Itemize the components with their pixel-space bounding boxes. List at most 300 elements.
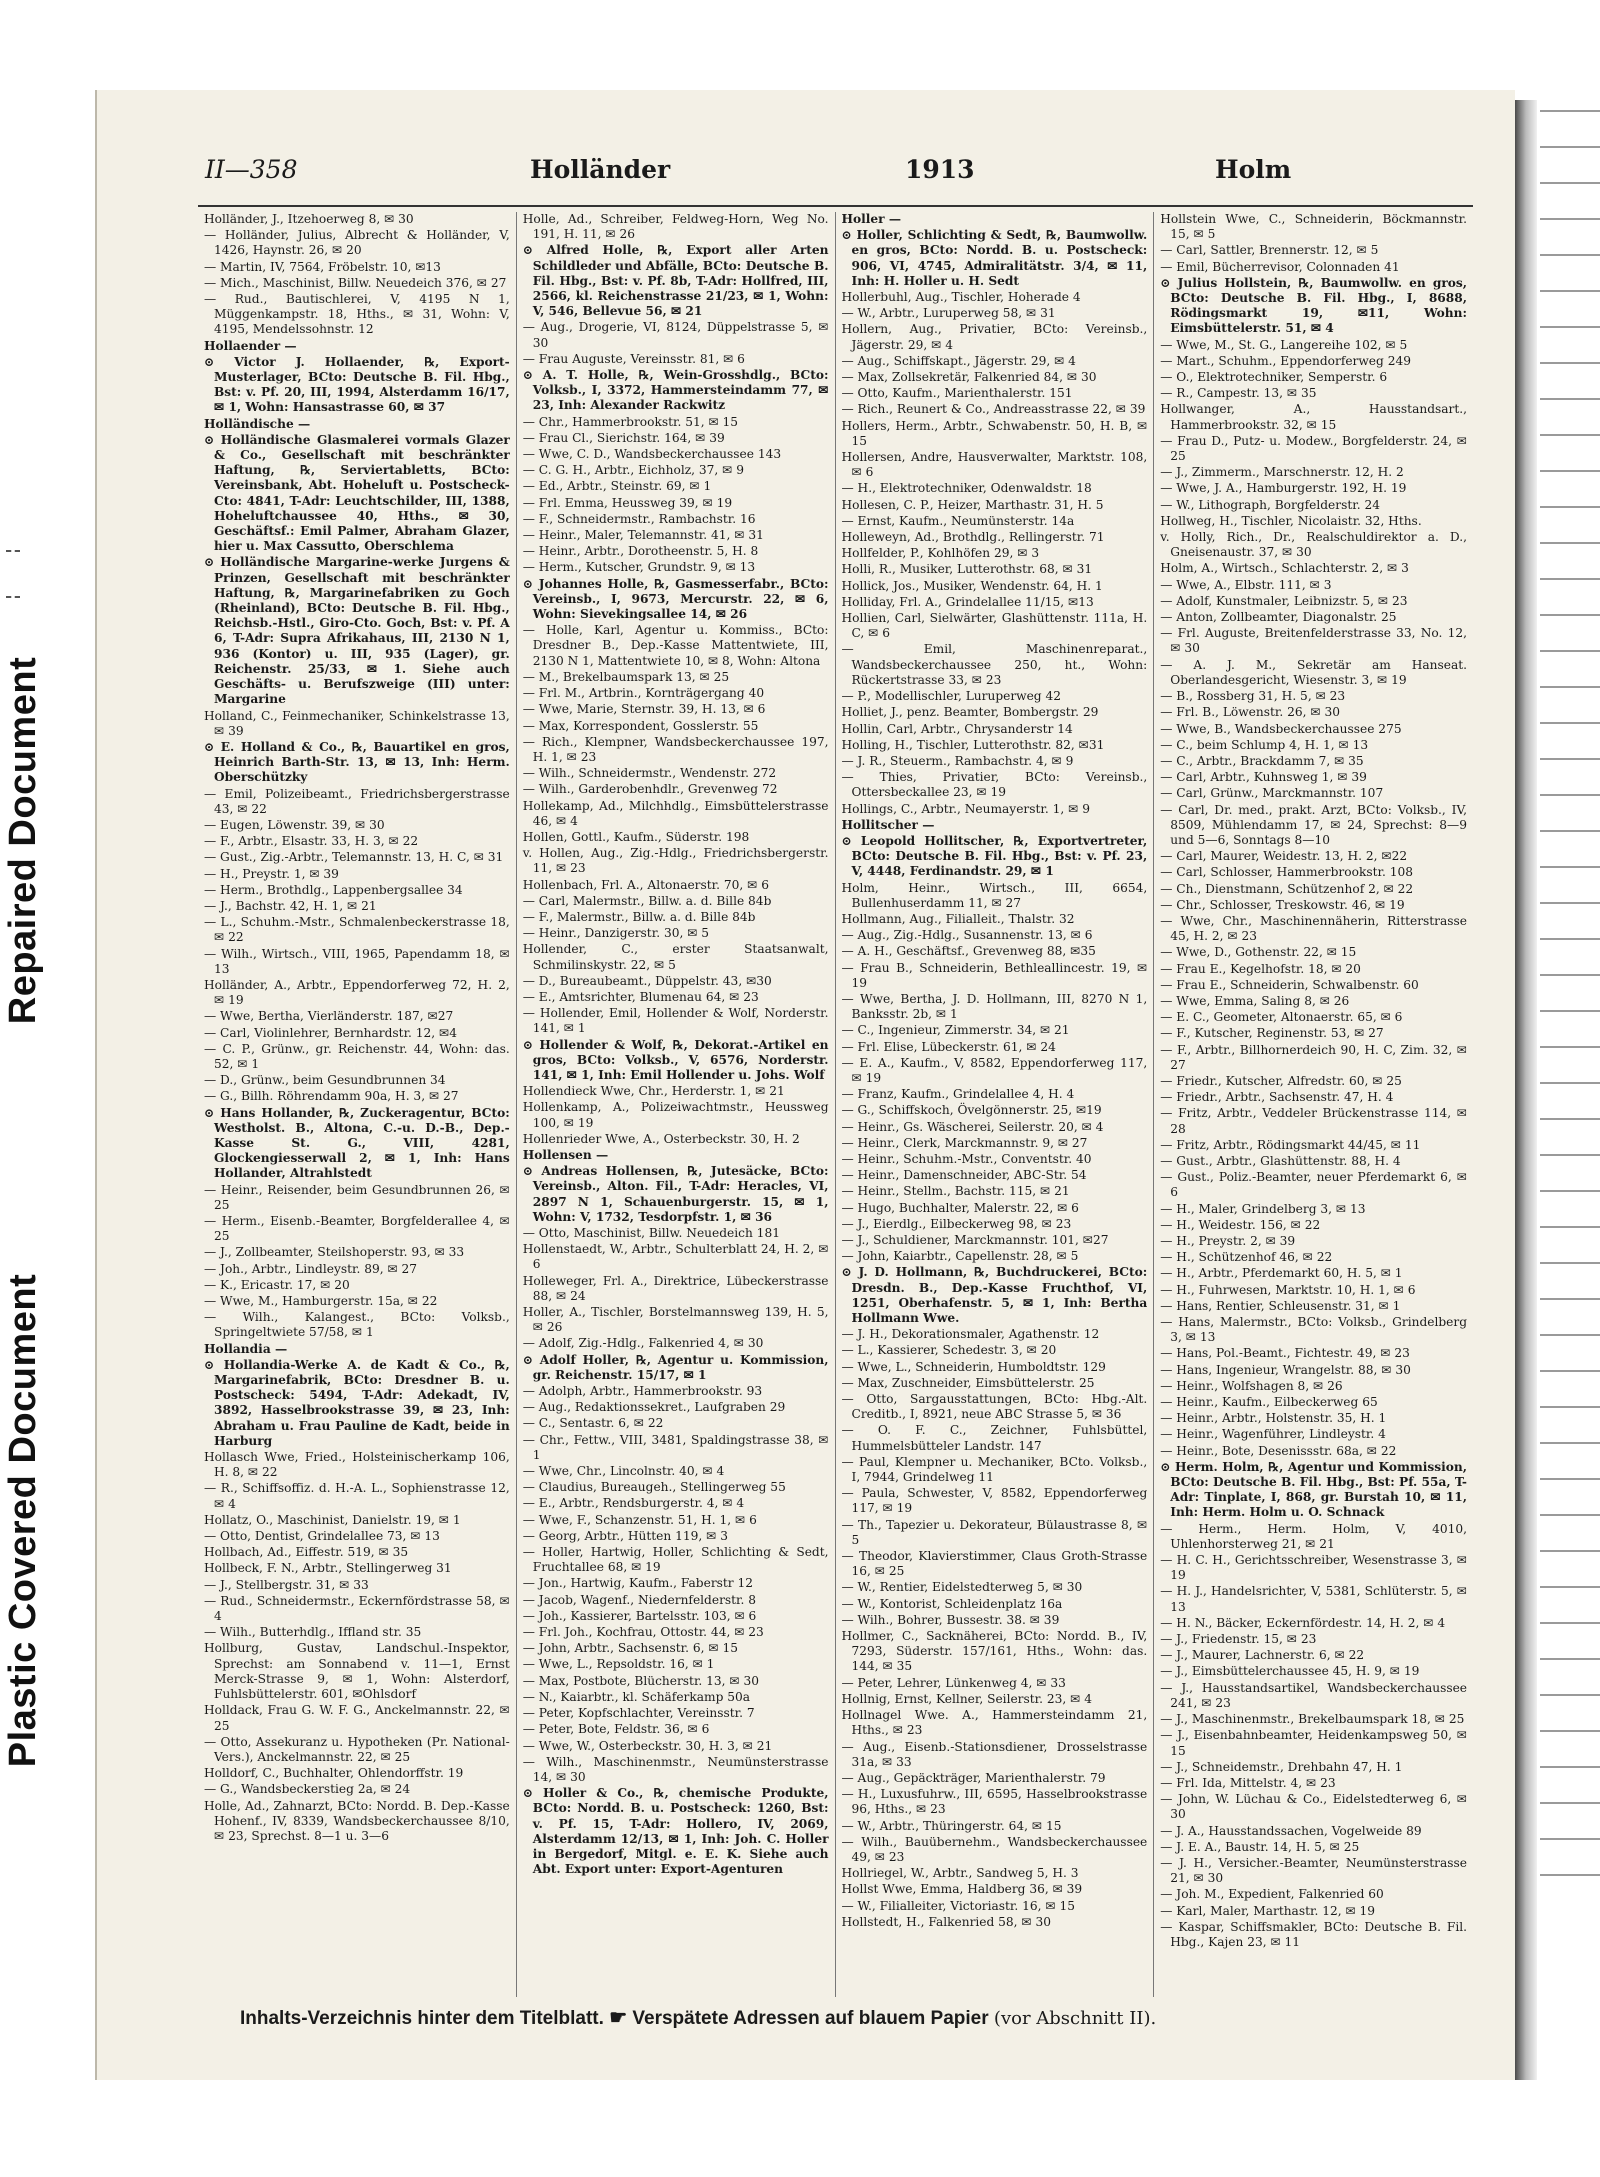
- directory-entry: Hollenbach, Frl. A., Altonaerstr. 70, ✉ 6: [522, 877, 769, 892]
- plastic-covered-label: [0, 1250, 48, 1790]
- directory-entry: — Heinr., Reisender, beim Gesundbrunnen 26, ✉ 25: [204, 1182, 510, 1212]
- footer-section-note: (vor Abschnitt II).: [993, 2008, 1157, 2029]
- directory-entry: Hollst Wwe, Emma, Haldberg 36, ✉ 39: [841, 1882, 1083, 1897]
- directory-entry: — J., Stellbergstr. 31, ✉ 33: [204, 1577, 369, 1592]
- directory-entry: Hollaender —: [204, 338, 297, 353]
- directory-column-1: [198, 212, 517, 1997]
- directory-entry: — Holle, Karl, Agentur u. Kommiss., BCto: Dresdner B., Dep.-Kasse Mattentwiete, III, 2130 N 1, Mattentwiete 10, ✉ 8, Wohn: Altona: [522, 623, 829, 668]
- directory-entry: Hollesen, C. P., Heizer, Marthastr. 31, H. 5: [841, 497, 1104, 512]
- directory-entry: — Frau E., Schneiderin, Schwalbenstr. 60: [1160, 977, 1419, 992]
- directory-entry: — Wwe, Marie, Sternstr. 39, H. 13, ✉ 6: [522, 702, 766, 717]
- directory-entry: — D., Bureaubeamt., Düppelstr. 43, ✉30: [522, 973, 772, 988]
- directory-entry: — Joh. M., Expedient, Falkenried 60: [1160, 1887, 1384, 1902]
- directory-entry: Hollin, Carl, Arbtr., Chrysanderstr 14: [841, 721, 1073, 736]
- directory-entry: — A. H., Geschäftsf., Grevenweg 88, ✉35: [841, 944, 1096, 959]
- directory-entry: — Frl. Ida, Mittelstr. 4, ✉ 23: [1160, 1775, 1336, 1790]
- directory-entry: — W., Kontorist, Schleidenplatz 16a: [841, 1596, 1063, 1611]
- directory-entry: — C. P., Grünw., gr. Reichenstr. 44, Wohn: das. 52, ✉ 1: [204, 1041, 510, 1071]
- directory-entry: — C., Ingenieur, Zimmerstr. 34, ✉ 21: [841, 1023, 1070, 1038]
- directory-entry: — J. R., Steuerm., Rambachstr. 4, ✉ 9: [841, 753, 1074, 768]
- directory-entry: — Carl, Schlosser, Hammerbrookstr. 108: [1160, 865, 1413, 880]
- directory-entry: Holm, Heinr., Wirtsch., III, 6654, Bullenhuserdamm 11, ✉ 27: [841, 880, 1148, 910]
- directory-entry: ⊙ Andreas Hollensen, ℞, Jutesäcke, BCto: Vereinsb., Alton. Fil., T-Adr: Heracles, VI, 2897 N 1, Schauenburgerstr. 15, ✉ 1, Wohn: V, 1732, Tesdorpfstr. 1, ✉ 36: [522, 1164, 829, 1224]
- directory-column-3: [836, 212, 1155, 1997]
- directory-entry: — L., Kassierer, Schedestr. 3, ✉ 20: [841, 1343, 1057, 1358]
- directory-entry: Holleweyn, Ad., Brothdlg., Rellingerstr. 71: [841, 530, 1105, 545]
- directory-entry: — Max, Zuschneider, Eimsbüttelerstr. 25: [841, 1375, 1095, 1390]
- directory-entry: — Frau Cl., Sierichstr. 164, ✉ 39: [522, 430, 725, 445]
- directory-entry: Holm, A., Wirtsch., Schlachterstr. 2, ✉ 3: [1160, 561, 1409, 576]
- directory-entry: — O., Elektrotechniker, Semperstr. 6: [1160, 370, 1388, 385]
- directory-entry: — Heinr., Clerk, Marckmannstr. 9, ✉ 27: [841, 1135, 1088, 1150]
- directory-entry: — J., Bachstr. 42, H. 1, ✉ 21: [204, 898, 377, 913]
- next-page-edge: [1540, 110, 1600, 2060]
- directory-entry: ⊙ Hans Hollander, ℞, Zuckeragentur, BCto: Westholst. B., Altona, C.-u. D.-B., Dep.-Kasse St. G., VIII, 4281, Glockengiesserwall 2, ✉ 1, Inh: Hans Hollander, Altrahlstedt: [204, 1105, 510, 1181]
- directory-entry: — Otto, Kaufm., Marienthalerstr. 151: [841, 386, 1073, 401]
- directory-entry: Hollriegel, W., Arbtr., Sandweg 5, H. 3: [841, 1866, 1079, 1881]
- directory-entry: — Heinr., Arbtr., Holstenstr. 35, H. 1: [1160, 1411, 1387, 1426]
- directory-entry: Hollbach, Ad., Eiffestr. 519, ✉ 35: [204, 1545, 409, 1560]
- directory-entry: Hollenkamp, A., Polizeiwachtmstr., Heussweg 100, ✉ 19: [522, 1100, 829, 1130]
- directory-entry: ⊙ E. Holland & Co., ℞, Bauartikel en gros, Heinrich Barth-Str. 13, ✉ 13, Inh: Herm. Oberschützky: [204, 739, 510, 785]
- directory-entry: — Herm., Brothdlg., Lappenbergsallee 34: [204, 882, 463, 897]
- directory-entry: — Holländer, Julius, Albrecht & Holländer, V, 1426, Haynstr. 26, ✉ 20: [204, 228, 510, 258]
- directory-entry: — Frl. Joh., Kochfrau, Ottostr. 44, ✉ 23: [522, 1625, 764, 1640]
- directory-entry: Holländische —: [204, 416, 311, 431]
- directory-entry: — Anton, Zollbeamter, Diagonalstr. 25: [1160, 610, 1397, 625]
- directory-entry: — Rud., Bautischlerei, V, 4195 N 1, Müggenkampstr. 18, Hths., ✉ 31, Wohn: V, 4195, Mendelssohnstr. 12: [204, 292, 510, 337]
- directory-entry: — J., Maurer, Lachnerstr. 6, ✉ 22: [1160, 1648, 1365, 1663]
- directory-entry: — Fritz, Arbtr., Veddeler Brückenstrasse 114, ✉ 28: [1160, 1106, 1467, 1136]
- directory-entry: — F., Schneidermstr., Rambachstr. 16: [522, 511, 756, 526]
- directory-entry: — John, Arbtr., Sachsenstr. 6, ✉ 15: [522, 1641, 739, 1656]
- directory-entry: — Jon., Hartwig, Kaufm., Faberstr 12: [522, 1576, 754, 1591]
- directory-entry: Hollburg, Gustav, Landschul.-Inspektor, Sprechst: am Sonnabend v. 11—1, Ernst Merck-Strasse 9, ✉ 1, Wohn: Alsterdorf, Fuhlsbüttelerstr. 601, ✉Ohlsdorf: [204, 1641, 510, 1702]
- directory-entry: — Aug., Schiffskapt., Jägerstr. 29, ✉ 4: [841, 353, 1076, 368]
- directory-entry: — Wwe, D., Gothenstr. 22, ✉ 15: [1160, 945, 1357, 960]
- directory-entry: Hollwanger, A., Hausstandsart., Hammerbrookstr. 32, ✉ 15: [1160, 402, 1467, 432]
- directory-entry: — W., Arbtr., Luruperweg 58, ✉ 31: [841, 306, 1056, 321]
- directory-entry: — W., Rentier, Eidelstedterweg 5, ✉ 30: [841, 1580, 1083, 1595]
- directory-entry: — Max, Zollsekretär, Falkenried 84, ✉ 30: [841, 370, 1097, 385]
- directory-entry: — Wwe, J. A., Hamburgerstr. 192, H. 19: [1160, 481, 1407, 496]
- directory-entry: ⊙ Herm. Holm, ℞, Agentur und Kommission, BCto: Deutsche B. Fil. Hbg., Bst: Pf. 55a, T-Adr: Tinplate, I, 868, gr. Burstah 10, ✉ 11, Inh: Herm. Holm u. O. Schnack: [1160, 1459, 1467, 1520]
- directory-entry: Hollasch Wwe, Fried., Holsteinischerkamp 106, H. 8, ✉ 22: [204, 1450, 510, 1480]
- directory-entry: — E. C., Geometer, Altonaerstr. 65, ✉ 6: [1160, 1010, 1403, 1025]
- directory-entry: Hollatz, O., Maschinist, Danielstr. 19, ✉ 1: [204, 1512, 461, 1527]
- directory-entry: Hollensen —: [522, 1147, 609, 1162]
- directory-entry: — F., Kutscher, Reginenstr. 53, ✉ 27: [1160, 1026, 1384, 1041]
- directory-entry: — Theodor, Klavierstimmer, Claus Groth-Strasse 16, ✉ 25: [841, 1549, 1148, 1579]
- directory-entry: — Friedr., Kutscher, Alfredstr. 60, ✉ 25: [1160, 1073, 1402, 1088]
- directory-entry: — Hans, Rentier, Schleusenstr. 31, ✉ 1: [1160, 1298, 1401, 1313]
- directory-entry: Hollien, Carl, Sielwärter, Glashüttenstr. 111a, H. C, ✉ 6: [841, 611, 1148, 641]
- margin-tick: [6, 596, 20, 598]
- directory-entry: — Joh., Kassierer, Bartelsstr. 103, ✉ 6: [522, 1608, 757, 1623]
- directory-entry: — F., Arbtr., Billhornerdeich 90, H. C, Zim. 32, ✉ 27: [1160, 1042, 1467, 1072]
- directory-entry: — Thies, Privatier, BCto: Vereinsb., Ottersbeckallee 23, ✉ 19: [841, 770, 1148, 800]
- directory-entry: — D., Grünw., beim Gesundbrunnen 34: [204, 1073, 446, 1088]
- directory-entry: Hollersen, Andre, Hausverwalter, Marktstr. 108, ✉ 6: [841, 450, 1148, 480]
- directory-entry: — Aug., Redaktionssekret., Laufgraben 29: [522, 1400, 786, 1415]
- directory-entry: — Heinr., Maler, Telemannstr. 41, ✉ 31: [522, 528, 764, 543]
- directory-entry: — Wilh., Bauübernehm., Wandsbeckerchaussee 49, ✉ 23: [841, 1834, 1148, 1864]
- directory-entry: Holle, Ad., Schreiber, Feldweg-Horn, Weg No. 191, H. 11, ✉ 26: [522, 212, 829, 242]
- directory-entry: — John, W. Lüchau & Co., Eidelstedterweg 6, ✉ 30: [1160, 1792, 1467, 1822]
- directory-entry: ⊙ Johannes Holle, ℞, Gasmesserfabr., BCto: Vereinsb., I, 9673, Mercurstr. 22, ✉ 6, Wohn: Sievekingsallee 14, ✉ 26: [522, 576, 829, 622]
- directory-entry: Holland, C., Feinmechaniker, Schinkelstrasse 13, ✉ 39: [204, 708, 510, 738]
- directory-entry: Holli, R., Musiker, Lutterothstr. 68, ✉ 31: [841, 562, 1093, 577]
- directory-entry: Hollenrieder Wwe, A., Osterbeckstr. 30, H. 2: [522, 1131, 800, 1146]
- directory-entry: — Heinr., Danzigerstr. 30, ✉ 5: [522, 926, 710, 941]
- directory-entry: Holler —: [841, 212, 902, 226]
- directory-entry: — Carl, Violinlehrer, Bernhardstr. 12, ✉4: [204, 1025, 458, 1040]
- directory-entry: Hollitscher —: [841, 817, 935, 832]
- directory-entry: — E., Amtsrichter, Blumenau 64, ✉ 23: [522, 989, 759, 1004]
- directory-entry: — Wwe, F., Schanzenstr. 51, H. 1, ✉ 6: [522, 1512, 757, 1527]
- directory-entry: ⊙ Alfred Holle, ℞, Export aller Arten Schildleder und Abfälle, BCto: Deutsche B. Fil. Hbg., Bst: v. Pf. 8b, T-Adr: Hollfred, III, 2566, kl. Reichenstrasse 21/23, ✉ 1, Wohn: V, 546, Bellevue 56, ✉ 21: [522, 243, 829, 319]
- directory-entry: — R., Schiffsoffiz. d. H.-A. L., Sophienstrasse 12, ✉ 4: [204, 1481, 510, 1511]
- page-footer: [240, 2005, 1480, 2030]
- directory-entry: — J., Eierdlg., Eilbeckerweg 98, ✉ 23: [841, 1216, 1072, 1231]
- directory-entry: — Otto, Dentist, Grindelallee 73, ✉ 13: [204, 1529, 440, 1544]
- directory-entry: — Otto, Maschinist, Billw. Neuedeich 181: [522, 1226, 780, 1240]
- directory-entry: Holländer, J., Itzehoerweg 8, ✉ 30: [204, 212, 414, 226]
- directory-entry: ⊙ Julius Hollstein, ℞, Baumwollw. en gros, BCto: Deutsche B. Fil. Hbg., I, 8688, Rödingsmarkt 19, ✉11, Wohn: Eimsbüttelerstr. 51, ✉ 4: [1160, 275, 1467, 336]
- directory-entry: — Wwe, M., Hamburgerstr. 15a, ✉ 22: [204, 1294, 438, 1309]
- directory-entry: Hollerbuhl, Aug., Tischler, Hoherade 4: [841, 290, 1081, 305]
- directory-entry: — Wwe, Emma, Saling 8, ✉ 26: [1160, 993, 1350, 1008]
- directory-entry: — Heinr., Gs. Wäscherei, Seilerstr. 20, ✉ 4: [841, 1119, 1104, 1134]
- directory-entry: — B., Rossberg 31, H. 5, ✉ 23: [1160, 689, 1346, 704]
- directory-entry: — Heinr., Arbtr., Dorotheenstr. 5, H. 8: [522, 544, 759, 559]
- directory-entry: — W., Lithograph, Borgfelderstr. 24: [1160, 497, 1380, 512]
- directory-entry: — N., Kaiarbtr., kl. Schäferkamp 50a: [522, 1689, 751, 1704]
- directory-entry: — L., Schuhm.-Mstr., Schmalenbeckerstrasse 18, ✉ 22: [204, 915, 510, 945]
- directory-entry: — H., Arbtr., Pferdemarkt 60, H. 5, ✉ 1: [1160, 1266, 1403, 1281]
- directory-entry: — Jacob, Wagenf., Niedernfelderstr. 8: [522, 1592, 757, 1607]
- directory-entry: ⊙ Victor J. Hollaender, ℞, Export-Musterlager, BCto: Deutsche B. Fil. Hbg., Bst: v. Pf. 20, III, 1994, Alsterdamm 16/17, ✉ 1, Wohn: Hansastrasse 60, ✉ 37: [204, 354, 510, 415]
- directory-entry: — J., Hausstandsartikel, Wandsbeckerchaussee 241, ✉ 23: [1160, 1680, 1467, 1710]
- directory-entry: — Otto, Sargausstattungen, BCto: Hbg.-Alt. Creditb., I, 8921, neue ABC Strasse 5, ✉ 36: [841, 1392, 1148, 1422]
- directory-entry: Hollandia —: [204, 1341, 288, 1356]
- directory-entry: v. Hollen, Aug., Zig.-Hdlg., Friedrichsbergerstr. 11, ✉ 23: [522, 846, 829, 876]
- directory-entry: — Joh., Arbtr., Lindleystr. 89, ✉ 27: [204, 1261, 418, 1276]
- directory-entry: — Heinr., Wolfshagen 8, ✉ 26: [1160, 1378, 1343, 1393]
- directory-entry: — Gust., Arbtr., Glashüttenstr. 88, H. 4: [1160, 1153, 1401, 1168]
- header-left-word: Holländer: [530, 155, 671, 184]
- directory-entry: — Otto, Assekuranz u. Hypotheken (Pr. National-Vers.), Anckelmannstr. 22, ✉ 25: [204, 1734, 510, 1764]
- directory-entry: Holler, A., Tischler, Borstelmannsweg 139, H. 5, ✉ 26: [522, 1305, 829, 1335]
- directory-entry: — H. N., Bäcker, Eckernfördestr. 14, H. 2, ✉ 4: [1160, 1615, 1446, 1630]
- directory-entry: Hollnig, Ernst, Kellner, Seilerstr. 23, ✉ 4: [841, 1691, 1092, 1706]
- directory-entry: — Frl. M., Artbrin., Kornträgergang 40: [522, 686, 765, 701]
- directory-entry: — Holler, Hartwig, Holler, Schlichting & Sedt, Fruchtallee 68, ✉ 19: [522, 1545, 829, 1575]
- directory-entry: — Carl, Arbtr., Kuhnsweg 1, ✉ 39: [1160, 770, 1367, 785]
- directory-entry: Hollnagel Wwe. A., Hammersteindamm 21, Hths., ✉ 23: [841, 1708, 1148, 1738]
- directory-entry: — Emil, Bücherrevisor, Colonnaden 41: [1160, 259, 1400, 274]
- directory-entry: — C., beim Schlump 4, H. 1, ✉ 13: [1160, 737, 1369, 752]
- directory-entry: — Wwe, B., Wandsbeckerchaussee 275: [1160, 721, 1402, 736]
- directory-entry: — Herm., Herm. Holm, V, 4010, Uhlenhorsterweg 21, ✉ 21: [1160, 1521, 1467, 1551]
- directory-entry: — H., Preystr. 1, ✉ 39: [204, 866, 339, 881]
- directory-entry: Hollick, Jos., Musiker, Wendenstr. 64, H. 1: [841, 578, 1103, 593]
- directory-entry: — Eugen, Löwenstr. 39, ✉ 30: [204, 817, 385, 832]
- directory-entry: Holliet, J., penz. Beamter, Bombergstr. 29: [841, 705, 1099, 720]
- directory-entry: — Aug., Drogerie, VI, 8124, Düppelstrasse 5, ✉ 30: [522, 320, 829, 350]
- directory-entry: ⊙ Holländische Glasmalerei vormals Glazer & Co., Gesellschaft mit beschränkter Haftung, ℞, Serviertabletts, BCto: Vereinsbank, Abt. Hoheluft u. Postscheck-Cto: 4841, T-Adr: Leuchtschilder, III, 1388, Hoheluftchaussee 40, Hths., ✉ 30, Geschäftsf.: Emil Palmer, Abraham Glazer, hier u. Max Cassutto, Oberschlema: [204, 432, 510, 554]
- directory-entry: — Heinr., Damenschneider, ABC-Str. 54: [841, 1168, 1087, 1183]
- directory-entry: — J. H., Versicher.-Beamter, Neumünsterstrasse 21, ✉ 30: [1160, 1855, 1467, 1886]
- directory-entry: — J., Friedenstr. 15, ✉ 23: [1160, 1632, 1317, 1647]
- directory-entry: — Th., Tapezier u. Dekorateur, Bülaustrasse 8, ✉ 5: [841, 1517, 1148, 1547]
- directory-entry: — J. H., Dekorationsmaler, Agathenstr. 12: [841, 1327, 1100, 1342]
- directory-column-4: [1154, 212, 1473, 1997]
- directory-entry: — Mart., Schuhm., Eppendorferweg 249: [1160, 353, 1411, 368]
- directory-entry: — H. C. H., Gerichtsschreiber, Wesenstrasse 3, ✉ 19: [1160, 1553, 1467, 1583]
- directory-entry: — Wilh., Wirtsch., VIII, 1965, Papendamm 18, ✉ 13: [204, 946, 510, 976]
- directory-entry: — Herm., Kutscher, Grundstr. 9, ✉ 13: [522, 560, 756, 575]
- directory-entry: — W., Filialleiter, Victoriastr. 16, ✉ 15: [841, 1898, 1076, 1913]
- directory-entry: — Rich., Reunert & Co., Andreasstrasse 22, ✉ 39: [841, 402, 1146, 417]
- directory-entry: — J., Schneidemstr., Drehbahn 47, H. 1: [1160, 1759, 1403, 1774]
- directory-entry: Hollbeck, F. N., Arbtr., Stellingerweg 31: [204, 1561, 452, 1576]
- directory-entry: — Carl, Dr. med., prakt. Arzt, BCto: Volksb., IV, 8509, Mühlendamm 17, ✉ 24, Sprechst: 8—9 und 5—6, Sonntags 8—10: [1160, 802, 1467, 847]
- directory-entry: — Heinr., Bote, Desenissstr. 68a, ✉ 22: [1160, 1443, 1397, 1458]
- directory-entry: — R., Campestr. 13, ✉ 35: [1160, 386, 1317, 401]
- directory-entry: — J. A., Hausstandssachen, Vogelweide 89: [1160, 1823, 1422, 1838]
- directory-entry: — Frl. Emma, Heussweg 39, ✉ 19: [522, 495, 733, 510]
- directory-entry: — G., Wandsbeckerstieg 2a, ✉ 24: [204, 1782, 411, 1797]
- directory-entry: — F., Arbtr., Elsastr. 33, H. 3, ✉ 22: [204, 834, 419, 849]
- directory-entry: ⊙ Holler, Schlichting & Sedt, ℞, Baumwollw. en gros, BCto: Nordd. B. u. Postscheck: 906, VI, 4745, Admiralitätstr. 3/4, ✉ 11, Inh: H. Holler u. H. Sedt: [841, 228, 1148, 288]
- directory-entry: — Frau E., Kegelhofstr. 18, ✉ 20: [1160, 961, 1361, 976]
- directory-entry: — Aug., Zig.-Hdlg., Susannenstr. 13, ✉ 6: [841, 928, 1093, 943]
- margin-tick: [6, 550, 20, 552]
- directory-entry: — Friedr., Arbtr., Sachsenstr. 47, H. 4: [1160, 1090, 1394, 1105]
- directory-entry: — Carl, Maurer, Weidestr. 13, H. 2, ✉22: [1160, 849, 1408, 864]
- directory-entry: — Wwe, C. D., Wandsbeckerchaussee 143: [522, 447, 782, 462]
- directory-entry: — E., Arbtr., Rendsburgerstr. 4, ✉ 4: [522, 1496, 745, 1511]
- footer-late-addresses: Verspätete Adressen auf blauem Papier: [632, 2008, 989, 2029]
- directory-entry: — Emil, Polizeibeamt., Friedrichsbergerstrasse 43, ✉ 22: [204, 786, 510, 816]
- directory-entry: — Heinr., Stellm., Bachstr. 115, ✉ 21: [841, 1184, 1070, 1199]
- directory-entry: — Karl, Maler, Marthastr. 12, ✉ 19: [1160, 1903, 1376, 1918]
- directory-entry: — J., Zimmerm., Marschnerstr. 12, H. 2: [1160, 465, 1404, 480]
- directory-entry: — H., Maler, Grindelberg 3, ✉ 13: [1160, 1201, 1366, 1216]
- repaired-document-text: Repaired Document: [2, 656, 45, 1024]
- directory-entry: — H., Elektrotechniker, Odenwaldstr. 18: [841, 481, 1092, 496]
- directory-entry: — Wilh., Butterhdlg., Iffland str. 35: [204, 1625, 422, 1640]
- directory-entry: Holldack, Frau G. W. F. G., Anckelmannstr. 22, ✉ 25: [204, 1703, 510, 1733]
- directory-entry: — A. J. M., Sekretär am Hanseat. Oberlandesgericht, Wiesenstr. 3, ✉ 19: [1160, 657, 1467, 687]
- directory-entry: Hollekamp, Ad., Milchhdlg., Eimsbüttelerstrasse 46, ✉ 4: [522, 798, 829, 828]
- directory-entry: — P., Modellischler, Luruperweg 42: [841, 689, 1061, 704]
- footer-index-note: Inhalts-Verzeichnis hinter dem Titelblatt.: [240, 2008, 604, 2029]
- directory-entry: — Hugo, Buchhalter, Malerstr. 22, ✉ 6: [841, 1200, 1079, 1215]
- directory-entry: Hollmann, Aug., Filialleit., Thalstr. 32: [841, 911, 1075, 926]
- directory-entry: — Wilh., Kalangest., BCto: Volksb., Springeltwiete 57/58, ✉ 1: [204, 1310, 510, 1340]
- directory-entry: Holliday, Frl. A., Grindelallee 11/15, ✉13: [841, 594, 1094, 609]
- directory-entry: — Hans, Malermstr., BCto: Volksb., Grindelberg 3, ✉ 13: [1160, 1315, 1467, 1345]
- directory-entry: — Gust., Zig.-Arbtr., Telemannstr. 13, H. C, ✉ 31: [204, 850, 504, 865]
- directory-entry: Hollstedt, H., Falkenried 58, ✉ 30: [841, 1914, 1052, 1929]
- directory-entry: — Peter, Kopfschlachter, Vereinsstr. 7: [522, 1706, 755, 1721]
- directory-entry: — Adolph, Arbtr., Hammerbrookstr. 93: [522, 1384, 763, 1399]
- directory-entry: — Wwe, L., Schneiderin, Humboldtstr. 129: [841, 1359, 1106, 1374]
- directory-entry: — Hollender, Emil, Hollender & Wolf, Norderstr. 141, ✉ 1: [522, 1006, 829, 1036]
- directory-entry: — E. A., Kaufm., V, 8582, Eppendorferweg 117, ✉ 19: [841, 1055, 1148, 1085]
- directory-entry: — O. F. C., Zeichner, Fuhlsbüttel, Hummelsbütteler Landstr. 147: [841, 1423, 1148, 1453]
- directory-entry: — Ed., Arbtr., Steinstr. 69, ✉ 1: [522, 479, 712, 494]
- directory-entry: — Carl, Malermstr., Billw. a. d. Bille 84b: [522, 893, 772, 908]
- directory-entry: ⊙ Leopold Hollitscher, ℞, Exportvertreter, BCto: Deutsche B. Fil. Hbg., Bst: v. Pf. 23, V, 4448, Ferdinandstr. 29, ✉ 1: [841, 833, 1148, 879]
- directory-entry: — C. G. H., Arbtr., Eichholz, 37, ✉ 9: [522, 463, 745, 478]
- directory-entry: ⊙ Holler & Co., ℞, chemische Produkte, BCto: Nordd. B. u. Postscheck: 1260, Bst: v. Pf. 15, T-Adr: Hollero, IV, 2069, Alsterdamm 12/13, ✉ 1, Inh: Joh. C. Holler in Bergedorf, Mitgl. e. E. K. Siehe auch Abt. Export unter: Export-Agenturen: [522, 1786, 829, 1877]
- directory-entry: — Wilh., Garderobenhdlr., Grevenweg 72: [522, 782, 778, 797]
- header-right-word: Holm: [1215, 155, 1292, 184]
- directory-entry: — Max, Postbote, Blücherstr. 13, ✉ 30: [522, 1673, 760, 1688]
- directory-entry: Holldorf, C., Buchhalter, Ohlendorffstr. 19: [204, 1766, 464, 1781]
- directory-entry: — Hans, Pol.-Beamt., Fichtestr. 49, ✉ 23: [1160, 1346, 1410, 1361]
- directory-entry: — Paul, Klempner u. Mechaniker, BCto. Volksb., I, 7944, Grindelweg 11: [841, 1454, 1148, 1485]
- directory-entry: — Hans, Ingenieur, Wrangelstr. 88, ✉ 30: [1160, 1362, 1411, 1377]
- directory-entry: — Rud., Schneidermstr., Eckernfördstrasse 58, ✉ 4: [204, 1593, 510, 1624]
- directory-entry: Hollendieck Wwe, Chr., Herderstr. 1, ✉ 21: [522, 1084, 785, 1099]
- directory-entry: — J. E. A., Baustr. 14, H. 5, ✉ 25: [1160, 1839, 1360, 1854]
- directory-entry: — Wilh., Maschinenmstr., Neumünsterstrasse 14, ✉ 30: [522, 1754, 829, 1784]
- directory-entry: — Frl. B., Löwenstr. 26, ✉ 30: [1160, 705, 1340, 720]
- directory-entry: Holling, H., Tischler, Lutterothstr. 82, ✉31: [841, 737, 1105, 752]
- directory-entry: — K., Ericastr. 17, ✉ 20: [204, 1277, 350, 1292]
- directory-entry: — Frau Auguste, Vereinsstr. 81, ✉ 6: [522, 351, 745, 366]
- directory-entry: Hollmer, C., Sacknäherei, BCto: Nordd. B., IV, 7293, Süderstr. 157/161, Hths., Wohn: das. 144, ✉ 35: [841, 1629, 1148, 1674]
- directory-entry: — Wwe, W., Osterbeckstr. 30, H. 3, ✉ 21: [522, 1738, 773, 1753]
- directory-entry: ⊙ Adolf Holler, ℞, Agentur u. Kommission, gr. Reichenstr. 15/17, ✉ 1: [522, 1352, 829, 1382]
- directory-entry: v. Holly, Rich., Dr., Realschuldirektor a. D., Gneisenaustr. 37, ✉ 30: [1160, 530, 1467, 560]
- directory-entry: — H., Preystr. 2, ✉ 39: [1160, 1234, 1296, 1248]
- directory-entry: — Paula, Schwester, V, 8582, Eppendorferweg 117, ✉ 19: [841, 1486, 1148, 1516]
- repaired-document-label: [0, 560, 48, 1120]
- directory-entry: Hollstein Wwe, C., Schneiderin, Böckmannstr. 15, ✉ 5: [1160, 212, 1467, 242]
- directory-entry: — H., Luxusfuhrw., III, 6595, Hasselbrookstrasse 96, Hths., ✉ 23: [841, 1787, 1148, 1817]
- directory-entry: — Martin, IV, 7564, Fröbelstr. 10, ✉13: [204, 259, 441, 274]
- directory-entry: — Wilh., Schneidermstr., Wendenstr. 272: [522, 766, 777, 781]
- directory-entry: — Kaspar, Schiffsmakler, BCto: Deutsche B. Fil. Hbg., Kajen 23, ✉ 11: [1160, 1919, 1467, 1949]
- directory-entry: — Carl, Grünw., Marckmannstr. 107: [1160, 786, 1384, 801]
- page-edge-shadow: [1515, 100, 1537, 2080]
- directory-entry: — C., Sentastr. 6, ✉ 22: [522, 1416, 664, 1431]
- directory-entry: — Wwe, A., Elbstr. 111, ✉ 3: [1160, 577, 1332, 592]
- directory-columns: [198, 212, 1473, 1997]
- directory-entry: — Heinr., Kaufm., Eilbeckerweg 65: [1160, 1395, 1378, 1410]
- directory-entry: — Adolf, Kunstmaler, Leibnizstr. 5, ✉ 23: [1160, 593, 1408, 608]
- directory-entry: — Rich., Klempner, Wandsbeckerchaussee 197, H. 1, ✉ 23: [522, 734, 829, 764]
- directory-entry: Hollers, Herm., Arbtr., Schwabenstr. 50, H. B, ✉ 15: [841, 418, 1148, 448]
- directory-entry: Hollings, C., Arbtr., Neumayerstr. 1, ✉ 9: [841, 801, 1090, 816]
- directory-entry: — W., Arbtr., Thüringerstr. 64, ✉ 15: [841, 1818, 1062, 1833]
- plastic-covered-text: Plastic Covered Document: [2, 1273, 45, 1767]
- directory-entry: — C., Arbtr., Brackdamm 7, ✉ 35: [1160, 753, 1364, 768]
- pointing-hand-icon: ☛: [609, 2007, 628, 2029]
- directory-entry: — Wwe, L., Repsoldstr. 16, ✉ 1: [522, 1657, 715, 1672]
- directory-entry: — Mich., Maschinist, Billw. Neuedeich 376, ✉ 27: [204, 275, 507, 290]
- directory-entry: Holle, Ad., Zahnarzt, BCto: Nordd. B. Dep.-Kasse Hohenf., IV, 8339, Wandsbeckerchaussee 8/10, ✉ 23, Sprechst. 8—1 u. 3—6: [204, 1798, 510, 1843]
- directory-entry: — Wwe, Bertha, J. D. Hollmann, III, 8270 N 1, Banksstr. 2b, ✉ 1: [841, 991, 1148, 1022]
- directory-entry: — Aug., Eisenb.-Stationsdiener, Drosselstrasse 31a, ✉ 33: [841, 1739, 1148, 1769]
- directory-entry: — J., Maschinenmstr., Brekelbaumspark 18, ✉ 25: [1160, 1712, 1465, 1727]
- directory-entry: — Frl. Elise, Lübeckerstr. 61, ✉ 24: [841, 1039, 1056, 1054]
- directory-entry: — H. J., Handelsrichter, V, 5381, Schlüterstr. 5, ✉ 13: [1160, 1584, 1467, 1614]
- directory-entry: — Wwe, Chr., Lincolnstr. 40, ✉ 4: [522, 1464, 725, 1479]
- directory-entry: — John, Kaiarbtr., Capellenstr. 28, ✉ 5: [841, 1249, 1079, 1264]
- page-header: [95, 155, 1335, 195]
- directory-entry: — G., Schiffskoch, Övelgönnerstr. 25, ✉19: [841, 1103, 1102, 1118]
- directory-entry: ⊙ Hollender & Wolf, ℞, Dekorat.-Artikel en gros, BCto: Volksb., V, 6576, Norderstr. 141, ✉ 1, Inh: Emil Hollender u. Johs. Wolf: [522, 1037, 829, 1082]
- directory-entry: ⊙ A. T. Holle, ℞, Wein-Grosshdlg., BCto: Volksb., I, 3372, Hammersteindamm 77, ✉ 23, Inh: Alexander Rackwitz: [522, 368, 829, 413]
- directory-entry: — Wwe, Chr., Maschinennäherin, Ritterstrasse 45, H. 2, ✉ 23: [1160, 913, 1467, 944]
- directory-entry: — Aug., Gepäckträger, Marienthalerstr. 79: [841, 1770, 1106, 1785]
- directory-entry: — Georg, Arbtr., Hütten 119, ✉ 3: [522, 1528, 728, 1543]
- directory-entry: Hollen, Gottl., Kaufm., Süderstr. 198: [522, 829, 750, 844]
- directory-entry: — Heinr., Wagenführer, Lindleystr. 4: [1160, 1427, 1386, 1442]
- directory-entry: — Franz, Kaufm., Grindelallee 4, H. 4: [841, 1087, 1075, 1102]
- directory-entry: Holländer, A., Arbtr., Eppendorferweg 72, H. 2, ✉ 19: [204, 977, 510, 1008]
- directory-entry: — Wwe, M., St. G., Langereihe 102, ✉ 5: [1160, 337, 1408, 352]
- directory-entry: ⊙ J. D. Hollmann, ℞, Buchdruckerei, BCto: Dresdn. B., Dep.-Kasse Fruchthof, VI, 1251, Oberhafenstr. 5, ✉ 1, Inh: Bertha Hollmann Wwe.: [841, 1265, 1148, 1326]
- directory-entry: — J., Eisenbahnbeamter, Heidenkampsweg 50, ✉ 15: [1160, 1728, 1467, 1758]
- directory-entry: — G., Billh. Röhrendamm 90a, H. 3, ✉ 27: [204, 1089, 459, 1104]
- directory-entry: — Claudius, Bureaugeh., Stellingerweg 55: [522, 1480, 786, 1495]
- directory-entry: — H., Weidestr. 156, ✉ 22: [1160, 1217, 1321, 1232]
- directory-entry: — M., Brekelbaumspark 13, ✉ 25: [522, 669, 730, 684]
- directory-entry: — Wilh., Bohrer, Bussestr. 38. ✉ 39: [841, 1612, 1060, 1627]
- directory-entry: — Peter, Bote, Feldstr. 36, ✉ 6: [522, 1722, 710, 1737]
- directory-entry: Holleweger, Frl. A., Direktrice, Lübeckerstrasse 88, ✉ 24: [522, 1273, 829, 1303]
- directory-entry: — F., Malermstr., Billw. a. d. Bille 84b: [522, 909, 756, 924]
- directory-entry: — Emil, Maschinenreparat., Wandsbeckerchaussee 250, ht., Wohn: Rückertstrasse 33, ✉ 23: [841, 642, 1148, 687]
- directory-entry: — Frl. Auguste, Breitenfelderstrasse 33, No. 12, ✉ 30: [1160, 626, 1467, 656]
- directory-entry: Hollern, Aug., Privatier, BCto: Vereinsb., Jägerstr. 29, ✉ 4: [841, 322, 1148, 352]
- header-year: 1913: [905, 155, 975, 184]
- directory-entry: — Adolf, Zig.-Hdlg., Falkenried 4, ✉ 30: [522, 1336, 764, 1351]
- directory-entry: — Wwe, Bertha, Vierländerstr. 187, ✉27: [204, 1009, 454, 1024]
- directory-entry: — Frau D., Putz- u. Modew., Borgfelderstr. 24, ✉ 25: [1160, 433, 1467, 464]
- directory-entry: — Heinr., Schuhm.-Mstr., Conventstr. 40: [841, 1151, 1092, 1166]
- directory-entry: — Herm., Eisenb.-Beamter, Borgfelderallee 4, ✉ 25: [204, 1214, 510, 1244]
- directory-column-2: [517, 212, 836, 1997]
- directory-entry: — Peter, Lehrer, Lünkenweg 4, ✉ 33: [841, 1675, 1066, 1690]
- directory-entry: ⊙ Holländische Margarine-werke Jurgens & Prinzen, Gesellschaft mit beschränkter Haftung, ℞, Margarinefabriken zu Goch (Rheinland), BCto: Deutsche B. Fil. Hbg., Reichsb.-Hstl., Giro-Cto. Goch, Bst: v. Pf. A 6, T-Adr: Supra Afrikahaus, III, 2130 N 1, 936 (Kontor) u. III, 935 (Lager), gr. Reichenstr. 25/33, ✉ 1. Siehe auch Geschäfts- u. Berufszweige (III) unter: Margarine: [204, 555, 510, 707]
- directory-entry: — J., Zollbeamter, Steilshoperstr. 93, ✉ 33: [204, 1245, 465, 1260]
- directory-entry: — J., Eimsbüttelerchaussee 45, H. 9, ✉ 19: [1160, 1664, 1420, 1679]
- directory-entry: Hollweg, H., Tischler, Nicolaistr. 32, Hths.: [1160, 513, 1422, 528]
- directory-entry: ⊙ Hollandia-Werke A. de Kadt & Co., ℞, Margarinefabrik, BCto: Dresdner B. u. Postscheck: 5494, T-Adr: Adekadt, IV, 3892, Hasselbrookstrasse 39, ✉ 23, Inh: Abraham u. Frau Pauline de Kadt, beide in Harburg: [204, 1357, 510, 1448]
- directory-entry: — Ch., Dienstmann, Schützenhof 2, ✉ 22: [1160, 881, 1414, 896]
- directory-entry: — Chr., Fettw., VIII, 3481, Spaldingstrasse 38, ✉ 1: [522, 1432, 829, 1462]
- directory-entry: — H., Schützenhof 46, ✉ 22: [1160, 1250, 1333, 1265]
- directory-entry: Hollfelder, P., Kohlhöfen 29, ✉ 3: [841, 546, 1040, 561]
- directory-entry: — J., Schuldiener, Marckmannstr. 101, ✉27: [841, 1233, 1109, 1247]
- directory-entry: — Carl, Sattler, Brennerstr. 12, ✉ 5: [1160, 243, 1379, 258]
- directory-entry: — Ernst, Kaufm., Neumünsterstr. 14a: [841, 513, 1075, 528]
- directory-entry: Hollender, C., erster Staatsanwalt, Schmilinskystr. 22, ✉ 5: [522, 942, 829, 972]
- directory-entry: Hollenstaedt, W., Arbtr., Schulterblatt 24, H. 2, ✉ 6: [522, 1242, 829, 1272]
- directory-entry: — H., Fuhrwesen, Marktstr. 10, H. 1, ✉ 6: [1160, 1282, 1416, 1297]
- directory-entry: — Chr., Hammerbrookstr. 51, ✉ 15: [522, 414, 739, 429]
- page-number: II—358: [205, 155, 298, 184]
- directory-entry: — Gust., Poliz.-Beamter, neuer Pferdemarkt 6, ✉ 6: [1160, 1170, 1467, 1200]
